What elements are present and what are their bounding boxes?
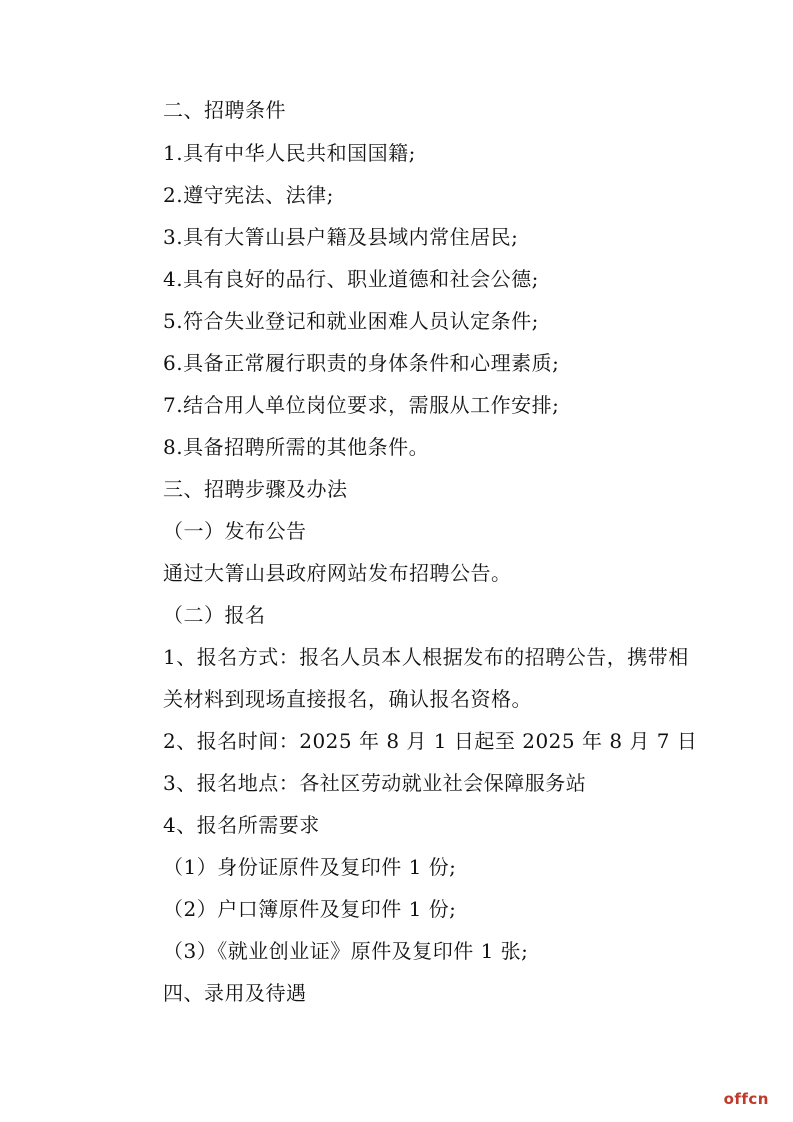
condition-item-4: 4.具有良好的品行、职业道德和社会公德; xyxy=(163,267,539,291)
requirement-item-3: （3）《就业创业证》原件及复印件 1 张; xyxy=(163,939,529,963)
registration-location: 3、报名地点：各社区劳动就业社会保障服务站 xyxy=(163,771,587,795)
registration-method-line-1: 1、报名方式：报名人员本人根据发布的招聘公告，携带相 xyxy=(163,645,689,669)
section-heading-recruitment-conditions: 二、招聘条件 xyxy=(163,98,286,122)
requirement-item-2: （2）户口簿原件及复印件 1 份; xyxy=(163,897,457,921)
condition-item-8: 8.具备招聘所需的其他条件。 xyxy=(163,435,430,459)
paragraph-publish-notice: 通过大箐山县政府网站发布招聘公告。 xyxy=(163,561,512,585)
condition-item-2: 2.遵守宪法、法律; xyxy=(163,183,334,207)
registration-time: 2、报名时间：2025 年 8 月 1 日起至 2025 年 8 月 7 日 xyxy=(163,729,698,753)
subheading-registration: （二）报名 xyxy=(163,603,266,627)
condition-item-7: 7.结合用人单位岗位要求，需服从工作安排; xyxy=(163,393,560,417)
requirement-item-1: （1）身份证原件及复印件 1 份; xyxy=(163,855,457,879)
registration-requirements-heading: 4、报名所需要求 xyxy=(163,813,320,837)
section-heading-recruitment-steps: 三、招聘步骤及办法 xyxy=(163,477,348,501)
registration-method-line-2: 关材料到现场直接报名，确认报名资格。 xyxy=(163,687,532,711)
offcn-watermark-logo: offcn xyxy=(723,1090,769,1108)
section-heading-employment-treatment: 四、录用及待遇 xyxy=(163,981,307,1005)
condition-item-5: 5.符合失业登记和就业困难人员认定条件; xyxy=(163,309,539,333)
subheading-publish-notice: （一）发布公告 xyxy=(163,519,307,543)
condition-item-6: 6.具备正常履行职责的身体条件和心理素质; xyxy=(163,351,560,375)
condition-item-1: 1.具有中华人民共和国国籍; xyxy=(163,141,416,165)
condition-item-3: 3.具有大箐山县户籍及县域内常住居民; xyxy=(163,225,519,249)
